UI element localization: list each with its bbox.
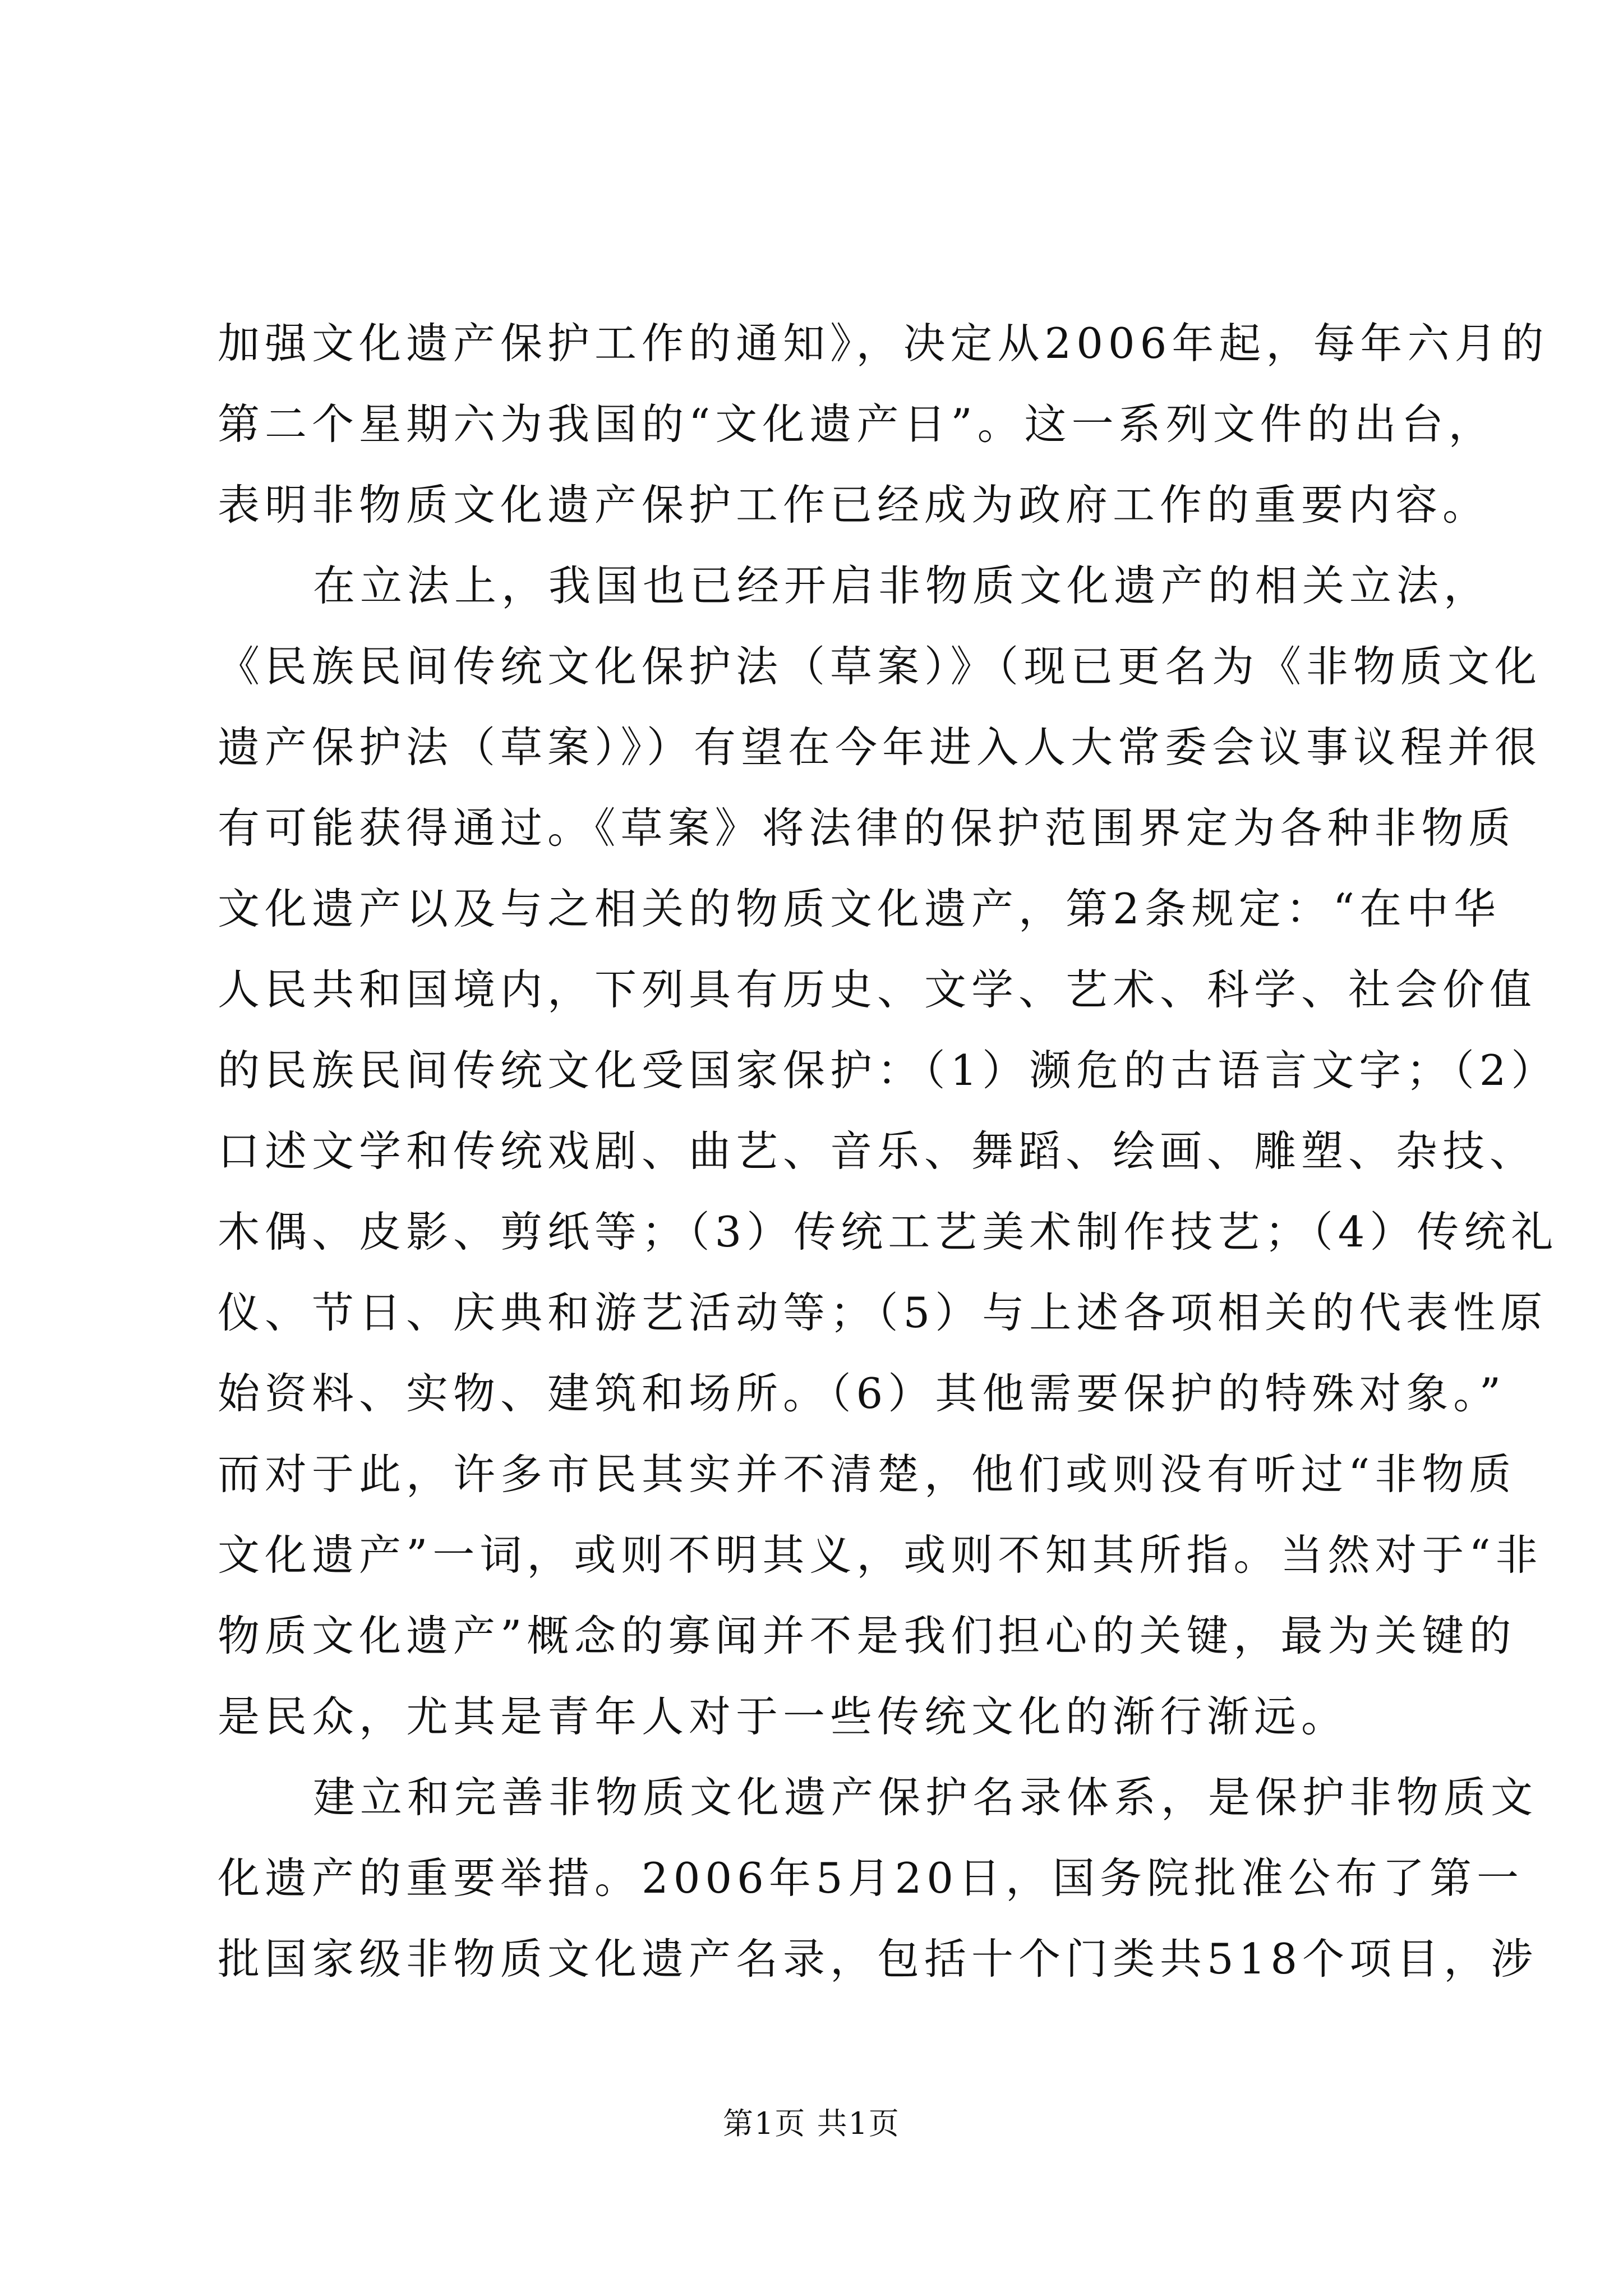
text-line: 有可能获得通过。《草案》将法律的保护范围界定为各种非物质: [218, 803, 1516, 853]
text-line: 在立法上，我国也已经开启非物质文化遗产的相关立法，: [313, 561, 1491, 610]
text-line: 木偶、皮影、剪纸等；（3）传统工艺美术制作技艺；（4）传统礼: [218, 1207, 1559, 1257]
text-line: 文化遗产以及与之相关的物质文化遗产，第2条规定：“在中华: [218, 884, 1501, 933]
text-line: 是民众，尤其是青年人对于一些传统文化的渐行渐远。: [218, 1692, 1349, 1741]
text-line: 建立和完善非物质文化遗产保护名录体系，是保护非物质文: [313, 1773, 1538, 1822]
text-line: 化遗产的重要举措。2006年5月20日，国务院批准公布了第一: [218, 1853, 1524, 1903]
text-line: 第二个星期六为我国的“文化遗产日”。这一系列文件的出台，: [218, 399, 1496, 449]
text-line: 表明非物质文化遗产保护工作已经成为政府工作的重要内容。: [218, 480, 1490, 530]
text-line: 仪、节日、庆典和游艺活动等；（5）与上述各项相关的代表性原: [218, 1288, 1548, 1337]
body-text: [218, 303, 1559, 1999]
text-line: 的民族民间传统文化受国家保护：（1）濒危的古语言文字；（2）: [218, 1046, 1559, 1095]
text-line: 口述文学和传统戏剧、曲艺、音乐、舞蹈、绘画、雕塑、杂技、: [218, 1126, 1537, 1176]
text-line: 文化遗产”一词，或则不明其义，或则不知其所指。当然对于“非: [218, 1530, 1543, 1580]
text-line: 始资料、实物、建筑和场所。（6）其他需要保护的特殊对象。”: [218, 1369, 1506, 1418]
text-line: 《民族民间传统文化保护法（草案）》（现已更名为《非物质文化: [218, 642, 1542, 691]
text-line: 人民共和国境内，下列具有历史、文学、艺术、科学、社会价值: [218, 965, 1537, 1014]
text-line: 加强文化遗产保护工作的通知》，决定从2006年起，每年六月的: [218, 319, 1549, 368]
page-footer: 第1页 共1页: [723, 2106, 900, 2141]
text-line: 批国家级非物质文化遗产名录，包括十个门类共518个项目，涉: [218, 1934, 1538, 1984]
text-line: 遗产保护法（草案）》）有望在今年进入人大常委会议事议程并很: [218, 723, 1542, 772]
text-line: 而对于此，许多市民其实并不清楚，他们或则没有听过“非物质: [218, 1450, 1516, 1499]
text-line: 物质文化遗产”概念的寡闻并不是我们担心的关键，最为关键的: [218, 1611, 1516, 1660]
